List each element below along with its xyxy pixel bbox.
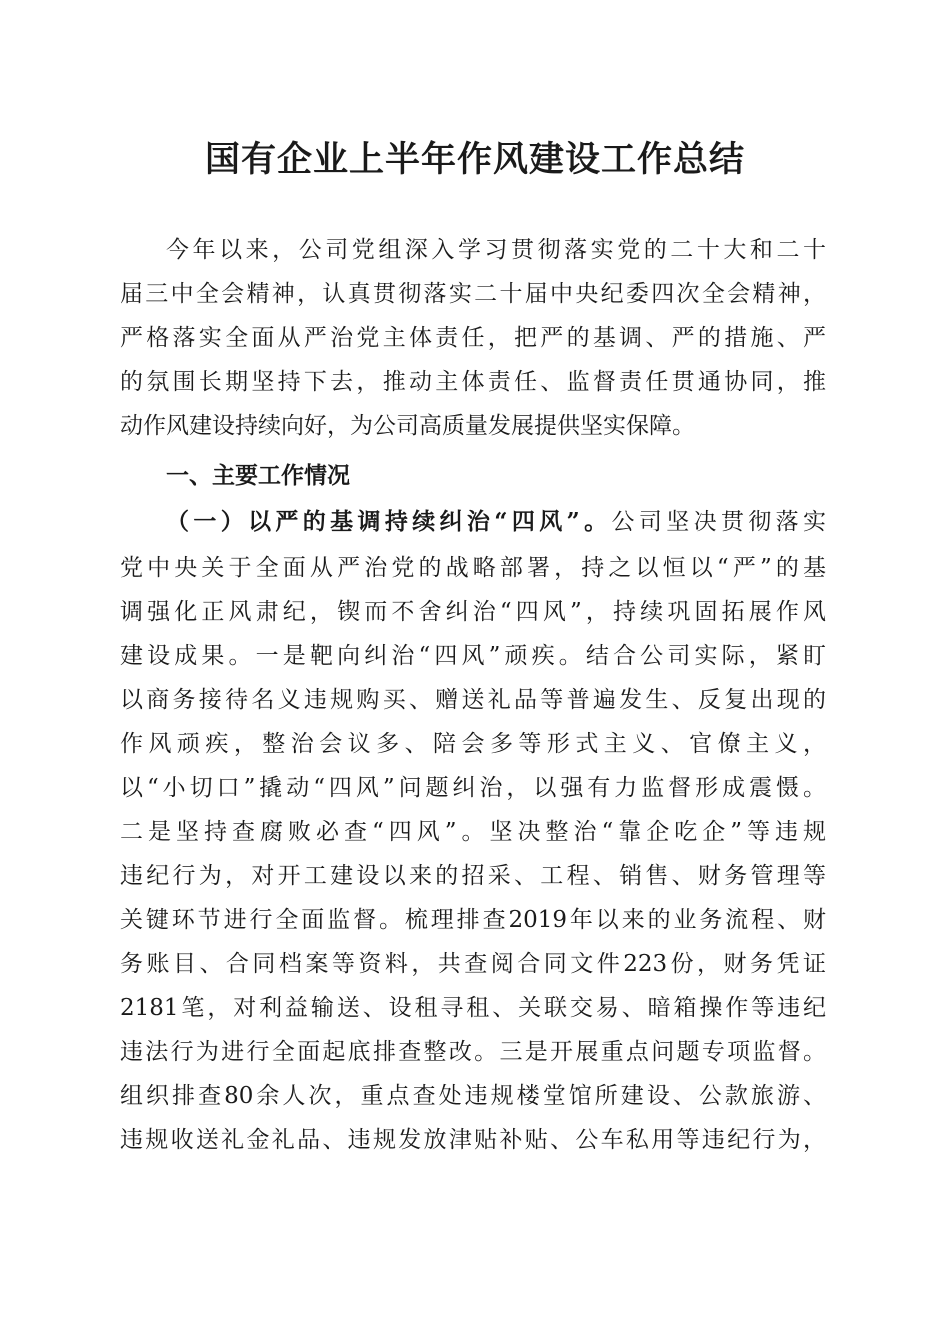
- section-heading: 一、主要工作情况: [166, 463, 350, 489]
- body-line: 违规收送礼金礼品、违规发放津贴补贴、公车私用等违纪行为，: [120, 1127, 826, 1153]
- subsection-first-line-rest: 公司坚决贯彻落实: [611, 509, 827, 535]
- document-title: 国有企业上半年作风建设工作总结: [204, 139, 745, 180]
- body-line: 二是坚持查腐败必查“四风”。坚决整治“靠企吃企”等违规: [120, 819, 826, 845]
- body-line: 违纪行为，对开工建设以来的招采、工程、销售、财务管理等: [120, 863, 826, 889]
- body-line: 党中央关于全面从严治党的战略部署，持之以恒以“严”的基: [120, 555, 826, 581]
- intro-line: 今年以来，公司党组深入学习贯彻落实党的二十大和二十: [166, 237, 826, 263]
- body-line: 作风顽疾，整治会议多、陪会多等形式主义、官僚主义，: [120, 731, 826, 757]
- intro-line: 动作风建设持续向好，为公司高质量发展提供坚实保障。: [120, 413, 695, 439]
- subsection-first-line: [166, 500, 826, 544]
- body-line: 务账目、合同档案等资料，共查阅合同文件223份，财务凭证: [120, 951, 826, 977]
- body-line: 以“小切口”撬动“四风”问题纠治，以强有力监督形成震慑。: [120, 775, 826, 801]
- subsection-heading: （一）以严的基调持续纠治“四风”。: [166, 508, 612, 535]
- body-line: 以商务接待名义违规购买、赠送礼品等普遍发生、反复出现的: [120, 687, 826, 713]
- body-line: 调强化正风肃纪，锲而不舍纠治“四风”，持续巩固拓展作风: [120, 599, 826, 625]
- body-line: 2181笔，对利益输送、设租寻租、关联交易、暗箱操作等违纪: [120, 995, 826, 1021]
- intro-line: 严格落实全面从严治党主体责任，把严的基调、严的措施、严: [120, 325, 826, 351]
- body-line: 关键环节进行全面监督。梳理排查2019年以来的业务流程、财: [120, 907, 826, 933]
- intro-line: 的氛围长期坚持下去，推动主体责任、监督责任贯通协同，推: [120, 369, 826, 395]
- intro-line: 届三中全会精神，认真贯彻落实二十届中央纪委四次全会精神，: [120, 281, 826, 307]
- body-line: 组织排查80余人次，重点查处违规楼堂馆所建设、公款旅游、: [120, 1083, 826, 1109]
- body-line: 违法行为进行全面起底排查整改。三是开展重点问题专项监督。: [120, 1039, 826, 1065]
- body-line: 建设成果。一是靶向纠治“四风”顽疾。结合公司实际，紧盯: [120, 643, 826, 669]
